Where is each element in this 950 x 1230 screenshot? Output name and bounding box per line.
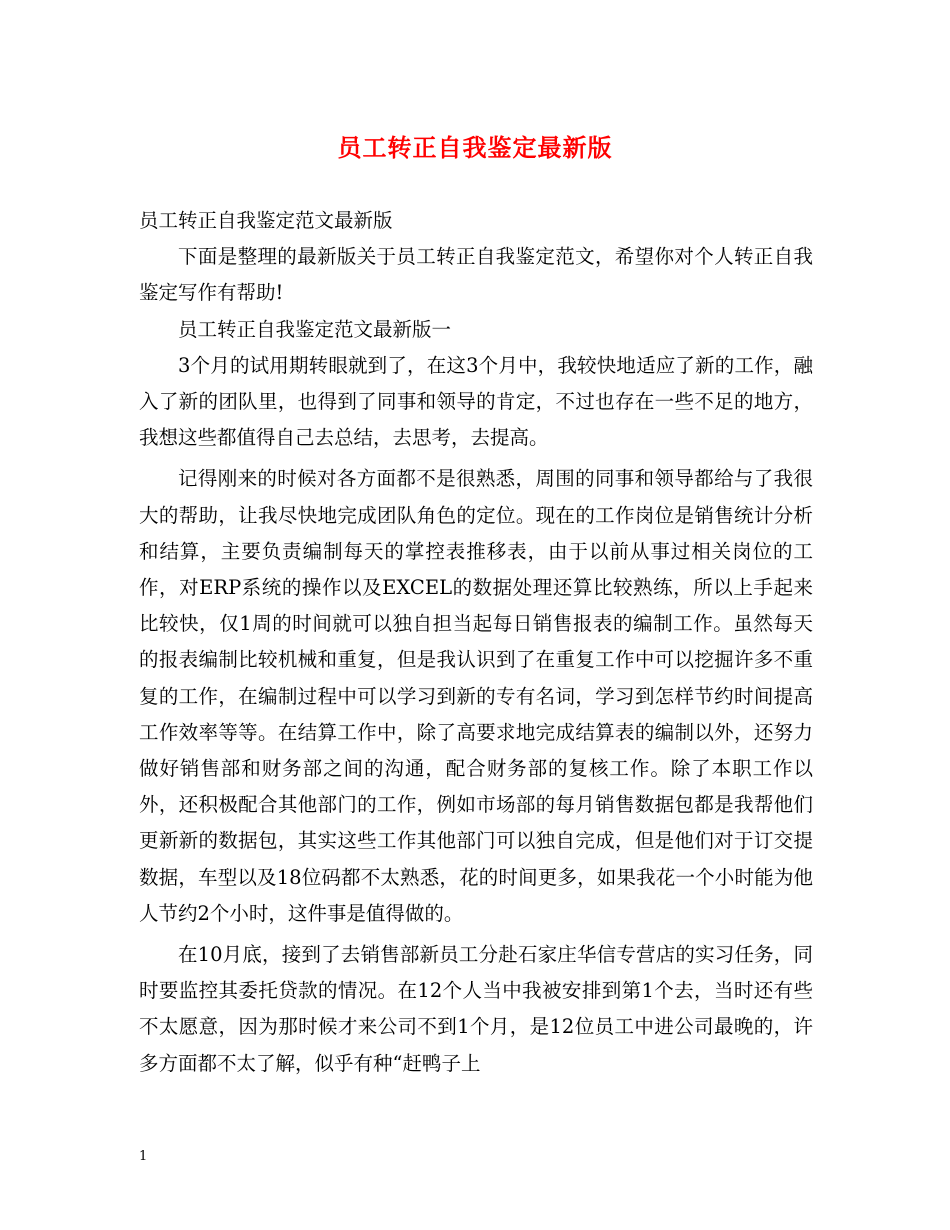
paragraph-body-1: 3个月的试用期转眼就到了，在这3个月中，我较快地适应了新的工作，融入了新的团队里，也得到了同事和领导的肯定，不过也存在一些不足的地方，我想这些都值得自己去总结，去思考，去提高。 [139,353,813,450]
document-body [139,203,813,1082]
paragraph-body-2: 记得刚来的时候对各方面都不是很熟悉，周围的同事和领导都给与了我很大的帮助，让我尽快地完成团队角色的定位。现在的工作岗位是销售统计分析和结算，主要负责编制每天的掌控表推移表，由于以前从事过相关岗位的工作，对ERP系统的操作以及EXCEL的数据处理还算比较熟练，所以上手起来比较快，仅1周的时间就可以独自担当起每日销售报表的编制工作。虽然每天的报表编制比较机械和重复，但是我认识到了在重复工作中可以挖掘许多不重复的工作，在编制过程中可以学习到新的专有名词，学习到怎样节约时间提高工作效率等等。在结算工作中，除了高要求地完成结算表的编制以外，还努力做好销售部和财务部之间的沟通，配合财务部的复核工作。除了本职工作以外，还积极配合其他部门的工作，例如市场部的每月销售数据包都是我帮他们更新新的数据包，其实这些工作其他部门可以独自完成，但是他们对于订交提数据，车型以及18位码都不太熟悉，花的时间更多，如果我花一个小时能为他人节约2个小时，这件事是值得做的。 [139,467,813,925]
paragraph-body-3: 在10月底，接到了去销售部新员工分赴石家庄华信专营店的实习任务，同时要监控其委托贷款的情况。在12个人当中我被安排到第1个去，当时还有些不太愿意，因为那时候才来公司不到1个月，是12位员工中进公司最晚的，许多方面都不太了解，似乎有种“赶鸭子上 [139,943,813,1075]
paragraph-section-heading: 员工转正自我鉴定范文最新版一 [178,317,452,341]
paragraph-subtitle: 员工转正自我鉴定范文最新版 [139,209,393,232]
paragraph-intro: 下面是整理的最新版关于员工转正自我鉴定范文，希望你对个人转正自我鉴定写作有帮助! [139,245,813,305]
document-title: 员工转正自我鉴定最新版 [337,133,613,162]
page-number: 1 [139,1149,148,1164]
